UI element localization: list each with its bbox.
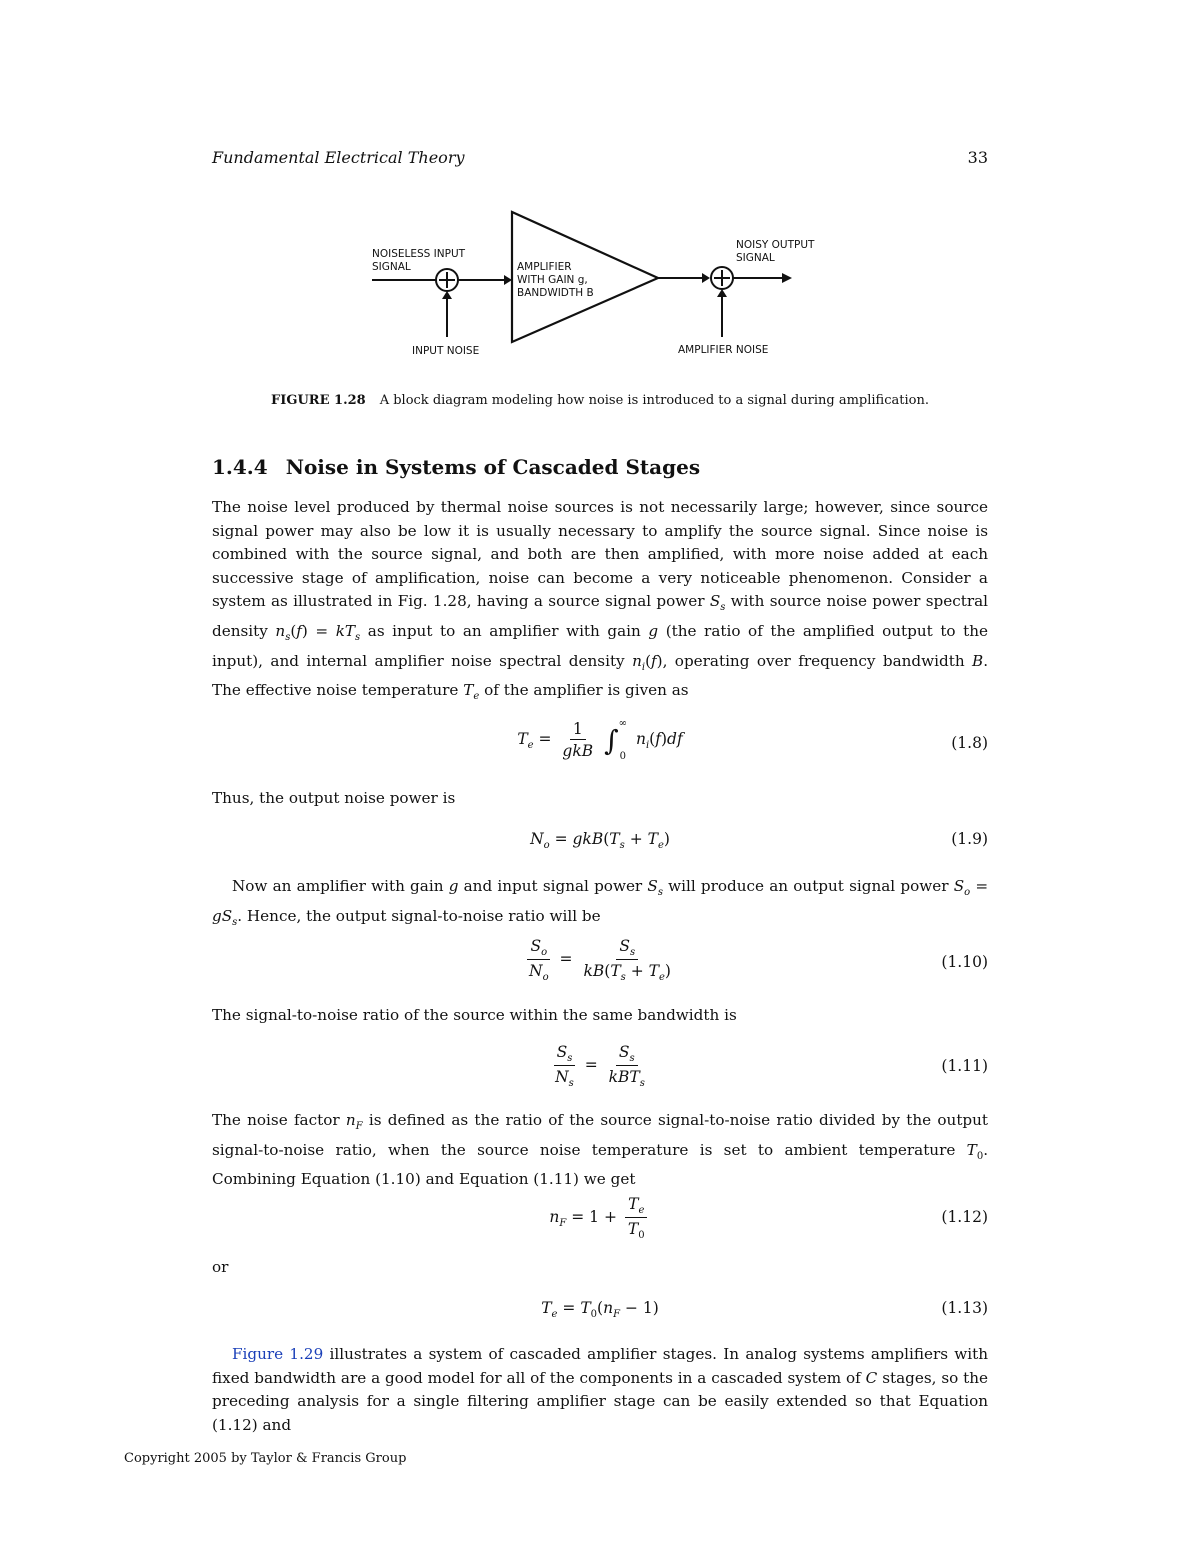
page-number: 33	[967, 148, 988, 167]
copyright-footer: Copyright 2005 by Taylor & Francis Group	[124, 1451, 407, 1466]
amplifier-label-line1: AMPLIFIER	[517, 261, 572, 273]
figure-1-28-diagram	[360, 205, 840, 365]
figure-1-29-link[interactable]: Figure 1.29	[232, 1345, 324, 1363]
output-summing-junction	[711, 267, 733, 289]
equation-1-8-body: $T_e$ = $\frac{1}{\text{gkB}}$ ∫ ∞ 0 $n_i(f)df$	[517, 718, 683, 762]
input-label-line2: SIGNAL	[372, 261, 411, 273]
input-label-line1: NOISELESS INPUT	[372, 248, 466, 260]
running-head-title: Fundamental Electrical Theory	[212, 148, 465, 167]
equation-1-8	[212, 718, 988, 774]
equation-1-10	[212, 937, 988, 991]
p5b-text: is defined as the ratio of the source signal-to-noise ratio divided by the output signal-to-noise ratio, when the source noise temperature is set to ambient temperature	[212, 1111, 989, 1159]
amplifier-noise-label: AMPLIFIER NOISE	[678, 344, 769, 356]
p7-text: illustrates a system of cascaded amplifier stages. In analog systems amplifiers with fixed bandwidth are a good model for all of the components in a cascaded system of	[212, 1345, 989, 1387]
amplifier-noise-arrowhead	[717, 289, 727, 297]
amplifier-label-line2: WITH GAIN g,	[517, 274, 588, 286]
equation-1-8-number: (1.8)	[951, 734, 988, 752]
paragraph-6: or	[212, 1258, 229, 1276]
p3b-text: and input signal power	[463, 877, 643, 895]
p1e-text: , operating over frequency bandwidth	[662, 651, 965, 670]
output-label-line1: NOISY OUTPUT	[736, 239, 815, 251]
paragraph-7: Figure 1.29 illustrates a system of cascaded amplifier stages. In analog systems amplifiers with fixed bandwidth are a good model for all of the components in a cascaded system of C stages, so the preceding analysis for a single filtering amplifier stage can be easily extended so that Equation (1.12) and	[212, 1345, 989, 1434]
paragraph-1: The noise level produced by thermal noise sources is not necessarily large; however, since source signal power may also be low it is usually necessary to amplify the source signal. Since noise is combined with the source signal, and both are then amplified, with more noise added at each successive stage of amplification, noise can become a very noticeable phenomenon. Consider a system as illustrated in Fig. 1.28, having a source signal power $S_s$ with source noise power spectral density $n_s(f) = kT_s$ as input to an amplifier with gain g (the ratio of the amplified output to the input), and internal amplifier noise spectral density $n_i(f)$, operating over frequency bandwidth B. The effective noise temperature $T_e$ of the amplifier is given as	[212, 498, 989, 703]
figure-caption-label: FIGURE 1.28	[271, 393, 366, 408]
equation-1-9-body: $N_o = gkB(T_s + T_e)$	[530, 830, 670, 852]
output-arrowhead	[782, 273, 792, 283]
equation-1-12-body: $n_F = 1$ + $\frac{T_e}{T_0}$	[212, 1195, 988, 1241]
p5c-text: . Combining Equation (1.10) and Equation (1.11) we get	[212, 1140, 989, 1189]
p3a-text: Now an amplifier with gain	[232, 877, 444, 895]
p1c-text: as input to an amplifier with gain	[367, 622, 641, 640]
running-head	[212, 148, 988, 167]
paragraph-5: The noise factor $n_F$ is defined as the ratio of the source signal-to-noise ratio divided by the output signal-to-noise ratio, when the source noise temperature is set to ambient temperature $T_0$. Combining Equation (1.10) and Equation (1.11) we get	[212, 1111, 989, 1189]
output-junction-arrowhead	[702, 273, 710, 283]
p5a-text: The noise factor	[212, 1111, 340, 1129]
equation-1-13-body: $T_e = T_0(n_F - 1)$	[541, 1299, 659, 1321]
section-heading	[212, 455, 700, 479]
p3c-text: will produce an output signal power	[668, 877, 949, 895]
input-summing-junction	[436, 269, 458, 291]
paragraph-3: Now an amplifier with gain g and input signal power $S_s$ will produce an output signal power $S_o = gS_s$. Hence, the output signal-to-noise ratio will be	[212, 877, 989, 928]
p1g-text: of the amplifier is given as	[484, 681, 689, 700]
equation-1-13	[212, 1299, 988, 1323]
equation-1-9-number: (1.9)	[951, 830, 988, 848]
equation-1-11	[212, 1043, 988, 1095]
figure-caption	[212, 393, 988, 408]
section-title: Noise in Systems of Cascaded Stages	[285, 455, 701, 479]
paragraph-4: The signal-to-noise ratio of the source within the same bandwidth is	[212, 1006, 737, 1024]
equation-1-10-number: (1.10)	[941, 953, 988, 971]
input-noise-label: INPUT NOISE	[412, 345, 480, 357]
p1-text: The noise level produced by thermal noise sources is not necessarily large; however, since source signal power may also be low it is usually necessary to amplify the source signal. Since noise is combined with the source signal, and both are then amplified, with more noise added at each successive stage of amplification, noise can become a very noticeable phenomenon. Consider a system as illustrated in Fig. 1.28, having a source signal power	[212, 498, 988, 611]
p1b-text: with source noise power spectral density	[212, 592, 988, 640]
equation-1-12	[212, 1195, 988, 1245]
p3d-text: . Hence, the output signal-to-noise ratio will be	[237, 906, 601, 925]
paragraph-2: Thus, the output noise power is	[212, 789, 456, 807]
p7b-text: stages, so the preceding analysis for a single filtering amplifier stage can be easily extended so that Equation (1.12) and	[212, 1368, 989, 1434]
equation-1-10-body: $\frac{S_o}{N_o}$ = $\frac{S_s}{kB(T_s + T_e)}$	[529, 937, 671, 984]
output-label-line2: SIGNAL	[736, 252, 775, 264]
section-number: 1.4.4	[212, 455, 268, 479]
input-noise-arrowhead	[442, 291, 452, 299]
equation-1-12-number: (1.12)	[941, 1208, 988, 1226]
equation-1-13-number: (1.13)	[941, 1299, 988, 1317]
amplifier-label-line3: BANDWIDTH B	[517, 287, 594, 299]
p1f-text: . The effective noise temperature	[212, 651, 989, 700]
equation-1-9	[212, 830, 988, 854]
p1d-text: (the ratio of the amplified output to the input), and internal amplifier noise spectral density	[212, 622, 989, 670]
figure-caption-text: A block diagram modeling how noise is introduced to a signal during amplification.	[379, 393, 929, 408]
amp-input-arrowhead	[504, 275, 512, 285]
equation-1-11-number: (1.11)	[941, 1057, 988, 1075]
equation-1-11-body: $\frac{S_s}{N_s}$ = $\frac{S_s}{kBT_s}$	[555, 1043, 645, 1090]
